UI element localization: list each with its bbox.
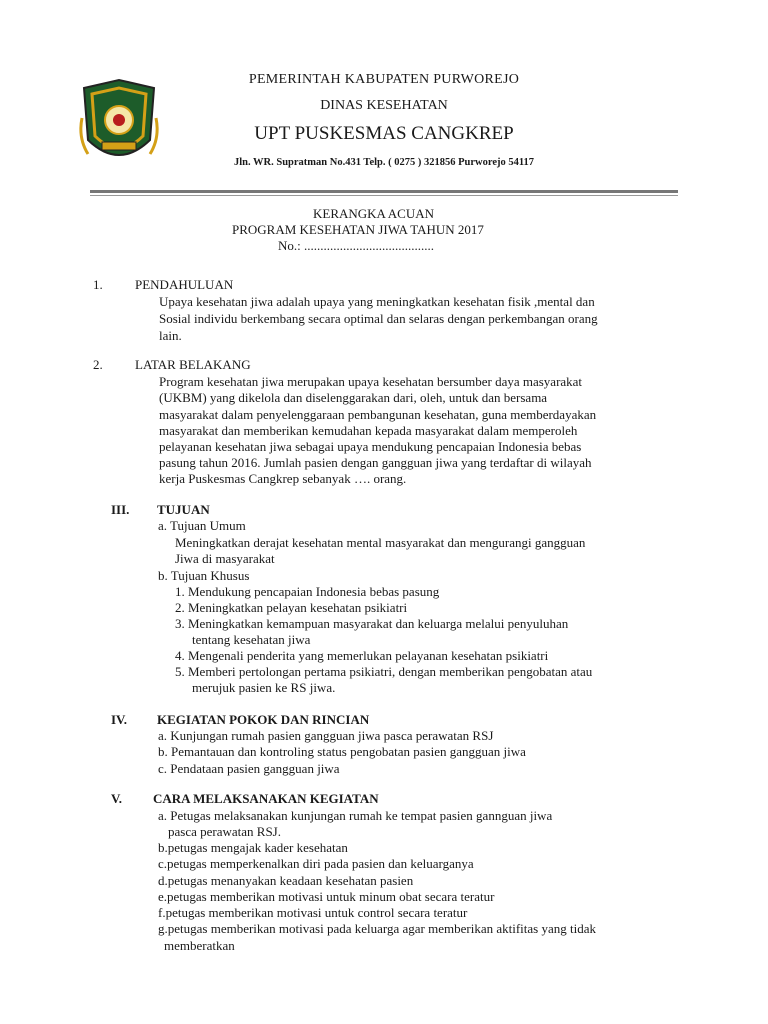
list-item-continuation: tentang kesehatan jiwa [192, 632, 311, 647]
section-number: 1. [93, 277, 103, 292]
section-heading: LATAR BELAKANG [135, 357, 251, 372]
list-item: b.petugas mengajak kader kesehatan [158, 840, 348, 855]
list-item: c.petugas memperkenalkan diri pada pasien dan keluarganya [158, 856, 474, 871]
list-item: 5. Memberi pertolongan pertama psikiatri, dengan memberikan pengobatan atau [175, 664, 593, 679]
list-item: g.petugas memberikan motivasi pada keluarga agar memberikan aktifitas yang tidak [158, 921, 597, 936]
list-item: 3. Meningkatkan kemampuan masyarakat dan keluarga melalui penyuluhan [175, 616, 569, 631]
paragraph-line: lain. [159, 328, 182, 343]
list-item-continuation: memberatkan [164, 938, 235, 953]
list-item-continuation: pasca perawatan RSJ. [168, 824, 281, 839]
list-item: 2. Meningkatkan pelayan kesehatan psikiatri [175, 600, 408, 615]
paragraph-line: masyarakat dalam penyelenggaraan pembangunan kesehatan, guna memberdayakan [159, 407, 597, 422]
list-item: f.petugas memberikan motivasi untuk control secara teratur [158, 905, 468, 920]
section-number: 2. [93, 357, 103, 372]
letterhead-government: PEMERINTAH KABUPATEN PURWOREJO [248, 72, 520, 87]
letterhead-divider-thin [90, 195, 678, 196]
paragraph-line: masyarakat dan memberikan kemudahan kepada masyarakat dalam memperoleh [159, 423, 578, 438]
section-number: IV. [111, 712, 128, 727]
document-number: No.: ........................................ [278, 238, 434, 253]
paragraph-line: pelayanan kesehatan jiwa sebagai upaya mendukung pencapaian Indonesia bebas [159, 439, 582, 454]
section-number: III. [111, 502, 130, 517]
paragraph-line: Sosial individu berkembang secara optimal dan selaras dengan perkembangan orang [159, 311, 598, 326]
subsection-label: b. Tujuan Khusus [158, 568, 250, 583]
list-item: e.petugas memberikan motivasi untuk minum obat secara teratur [158, 889, 495, 904]
paragraph-line: pasung tahun 2016. Jumlah pasien dengan gangguan jiwa yang terdaftar di wilayah [159, 455, 592, 470]
list-item: a. Petugas melaksanakan kunjungan rumah ke tempat pasien gannguan jiwa [158, 808, 553, 823]
section-heading: PENDAHULUAN [135, 277, 234, 292]
section-heading: KEGIATAN POKOK DAN RINCIAN [157, 712, 370, 727]
paragraph-line: Meningkatkan derajat kesehatan mental masyarakat dan mengurangi gangguan [175, 535, 586, 550]
letterhead-department: DINAS KESEHATAN [320, 98, 448, 113]
paragraph-line: Program kesehatan jiwa merupakan upaya kesehatan bersumber daya masyarakat [159, 374, 583, 389]
section-heading: TUJUAN [157, 502, 210, 517]
list-item: a. Kunjungan rumah pasien gangguan jiwa pasca perawatan RSJ [158, 728, 494, 743]
list-item: b. Pemantauan dan kontroling status pengobatan pasien gangguan jiwa [158, 744, 526, 759]
list-item: 1. Mendukung pencapaian Indonesia bebas pasung [175, 584, 440, 599]
list-item: c. Pendataan pasien gangguan jiwa [158, 761, 340, 776]
subsection-label: a. Tujuan Umum [158, 518, 246, 533]
letterhead-address: Jln. WR. Supratman No.431 Telp. ( 0275 ) 321856 Purworejo 54117 [233, 157, 535, 168]
list-item: d.petugas menanyakan keadaan kesehatan pasien [158, 873, 414, 888]
list-item: 4. Mengenali penderita yang memerlukan pelayanan kesehatan psikiatri [175, 648, 549, 663]
letterhead-institution: UPT PUSKESMAS CANGKREP [254, 123, 514, 144]
paragraph-line: (UKBM) yang dikelola dan diselenggarakan dari, oleh, untuk dan bersama [159, 390, 548, 405]
section-heading: CARA MELAKSANAKAN KEGIATAN [153, 791, 379, 806]
document-subtitle: PROGRAM KESEHATAN JIWA TAHUN 2017 [232, 222, 484, 237]
paragraph-line: kerja Puskesmas Cangkrep sebanyak …. orang. [159, 471, 407, 486]
section-number: V. [111, 791, 122, 806]
letterhead-divider [90, 190, 678, 193]
list-item-continuation: merujuk pasien ke RS jiwa. [192, 680, 336, 695]
paragraph-line: Jiwa di masyarakat [175, 551, 275, 566]
paragraph-line: Upaya kesehatan jiwa adalah upaya yang meningkatkan kesehatan fisik ,mental dan [159, 294, 595, 309]
document-title: KERANGKA ACUAN [313, 206, 434, 221]
